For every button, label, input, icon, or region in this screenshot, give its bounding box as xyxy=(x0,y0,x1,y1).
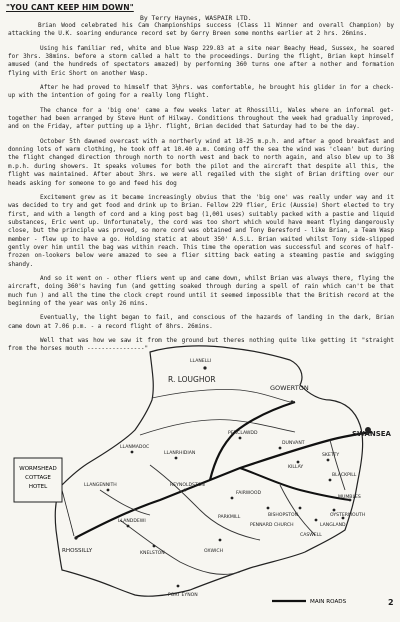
minor-road xyxy=(100,490,150,515)
place-label: SWANSEA xyxy=(352,430,391,438)
place-label: LLANELLI xyxy=(190,359,212,364)
place-label: OXWICH xyxy=(204,549,224,554)
place-label: R. LOUGHOR xyxy=(168,375,216,384)
paragraph: Using his familiar red, white and blue Wasp 229.83 at a site near Beachy Head, Sussex, he soared for 3hrs. 38mins. before a storm called a halt to the proceedings. During the flight, Brian kept himself amused (and the hundreds of spectators amazed) by performing 360 turns one after a nother and formation flying with Eric Short on another Wasp. xyxy=(8,44,394,77)
place-label: PARKMILL xyxy=(218,515,241,520)
place-label: BISHOPSTON xyxy=(268,513,299,518)
place-label: LLANRHIDIAN xyxy=(164,451,196,456)
paragraph: Excitement grew as it became increasingly obvius that the 'big one' was really under way and it was decided to try and get food and drink up to Brian. Fellow 229 flier, Eric (Aussie) Short elected to try first, and with a length of cord and a king post bag (1,001 uses) suitably packed with a pastie and liquid substances, Eric went up. Unfortunately, the cord was too short which would have meant flying dangerously close, but the principle was proved, so more cord was obtained and Tony Beresford - like Brian, a Team Wasp member - flew up to have a go. Holding static at about 350' A.S.L. Brian waited whilst Tony side-slipped gently over him until the bag was within reach. This time the operation was successful and scores of half-frozen on-lookers below were amazed to see a flier sitting back eating a steaming pastie and swigging shandy. xyxy=(8,193,394,268)
paragraph: Eventually, the light began to fail, and conscious of the hazards of landing in the dark, Brian came down at 7.06 p.m. - a record flight of 8hrs. 26mins. xyxy=(8,314,394,330)
hotel-pointer xyxy=(62,490,74,536)
paragraph: After he had proved to himself that 3½hrs. was comfortable, he brought his glider in for a check-up with the intention of going for a really long flight. xyxy=(8,84,394,100)
place-label: LLANGENNITH xyxy=(84,483,117,488)
place-label: LANGLAND xyxy=(320,523,346,528)
place-label: LLANDDEWI xyxy=(118,519,146,524)
legend-label: MAIN ROADS xyxy=(310,599,347,605)
place-label: LLANMADOC xyxy=(120,445,150,450)
minor-road xyxy=(120,520,240,574)
hotel-label: WORMSHEAD COTTAGE HOTEL xyxy=(19,466,57,490)
place-label: REYNOLDSTON xyxy=(170,483,205,488)
place-label: SKETTY xyxy=(322,453,340,458)
paragraph: Well that was how we saw it from the ground but theres nothing quite like getting it "straight from the horses mouth ----------------" xyxy=(8,337,394,353)
minor-road xyxy=(330,440,345,490)
place-label: PENCLAWDD xyxy=(228,431,258,436)
article-byline: By Terry Haynes, WASPAIR LTD. xyxy=(140,14,252,22)
place-label: DUNVANT xyxy=(282,441,305,446)
place-label: PORT EYNON xyxy=(168,593,198,598)
paragraph: Brian Wood celebrated his Cam Championships success (Class 11 Winner and overall Champion) by attacking the U.K. soaring endurance record set by Gerry Breen some months earlier at 2 hrs. 26mins. xyxy=(8,22,394,38)
place-label: KILLAY xyxy=(288,465,304,470)
estuary-bank xyxy=(140,420,295,435)
place-label: CASWELL xyxy=(300,533,322,538)
minor-road xyxy=(150,465,260,540)
gower-map xyxy=(0,340,400,622)
paragraph: The chance for a 'big one' came a few weeks later at Rhossilli, Wales where an informal get-together had been arranged by Steve Hunt of Hilway. Conditions throughout the week had gradually improved, and on the Friday, after putting up a 1½hr. flight, Brian decided that Saturday had to be the day. xyxy=(8,106,394,131)
place-label: RHOSSILLY xyxy=(62,548,93,554)
place-label: GOWERTON xyxy=(270,384,309,392)
place-label: PENNARD CHURCH xyxy=(250,523,294,528)
article-title: "YOU CANT KEEP HIM DOWN" xyxy=(6,3,134,12)
paragraph: October 5th dawned overcast with a northerly wind at 18-25 m.p.h. and after a good breakfast and donning lots of warm clothing, he took off at 10.40 a.m. Coming off the sea the wind was 'clean' but during the flight changed direction through north to north west and back to north again, and also blew up to 38 m.p.h. during showers. It speaks volumes for both the pilot and the aircraft that despite all this, the flight was maintained. After about 3hrs. we were all regailed with the sight of Brian drifting over our heads asking for someone to go and feed his dog xyxy=(8,137,394,187)
page-number: 2 xyxy=(388,598,394,607)
place-label: MUMBLES xyxy=(338,495,361,500)
article-body xyxy=(8,22,394,360)
place-label: KNELSTON xyxy=(140,551,165,556)
place-label: FAIRWOOD xyxy=(236,491,262,496)
place-label: OYSTERMOUTH xyxy=(330,513,366,518)
place-label: BLACKPILL xyxy=(332,473,357,478)
paragraph: And so it went on - other fliers went up and came down, whilst Brian was always there, flying the aircraft, doing 360's having fun (and getting soaked through during a spell of rain which can't be that much fun ) and all the time the clock crept round until it seemed impossible that the British record at the beginning of the year was only 26 mins. xyxy=(8,274,394,307)
